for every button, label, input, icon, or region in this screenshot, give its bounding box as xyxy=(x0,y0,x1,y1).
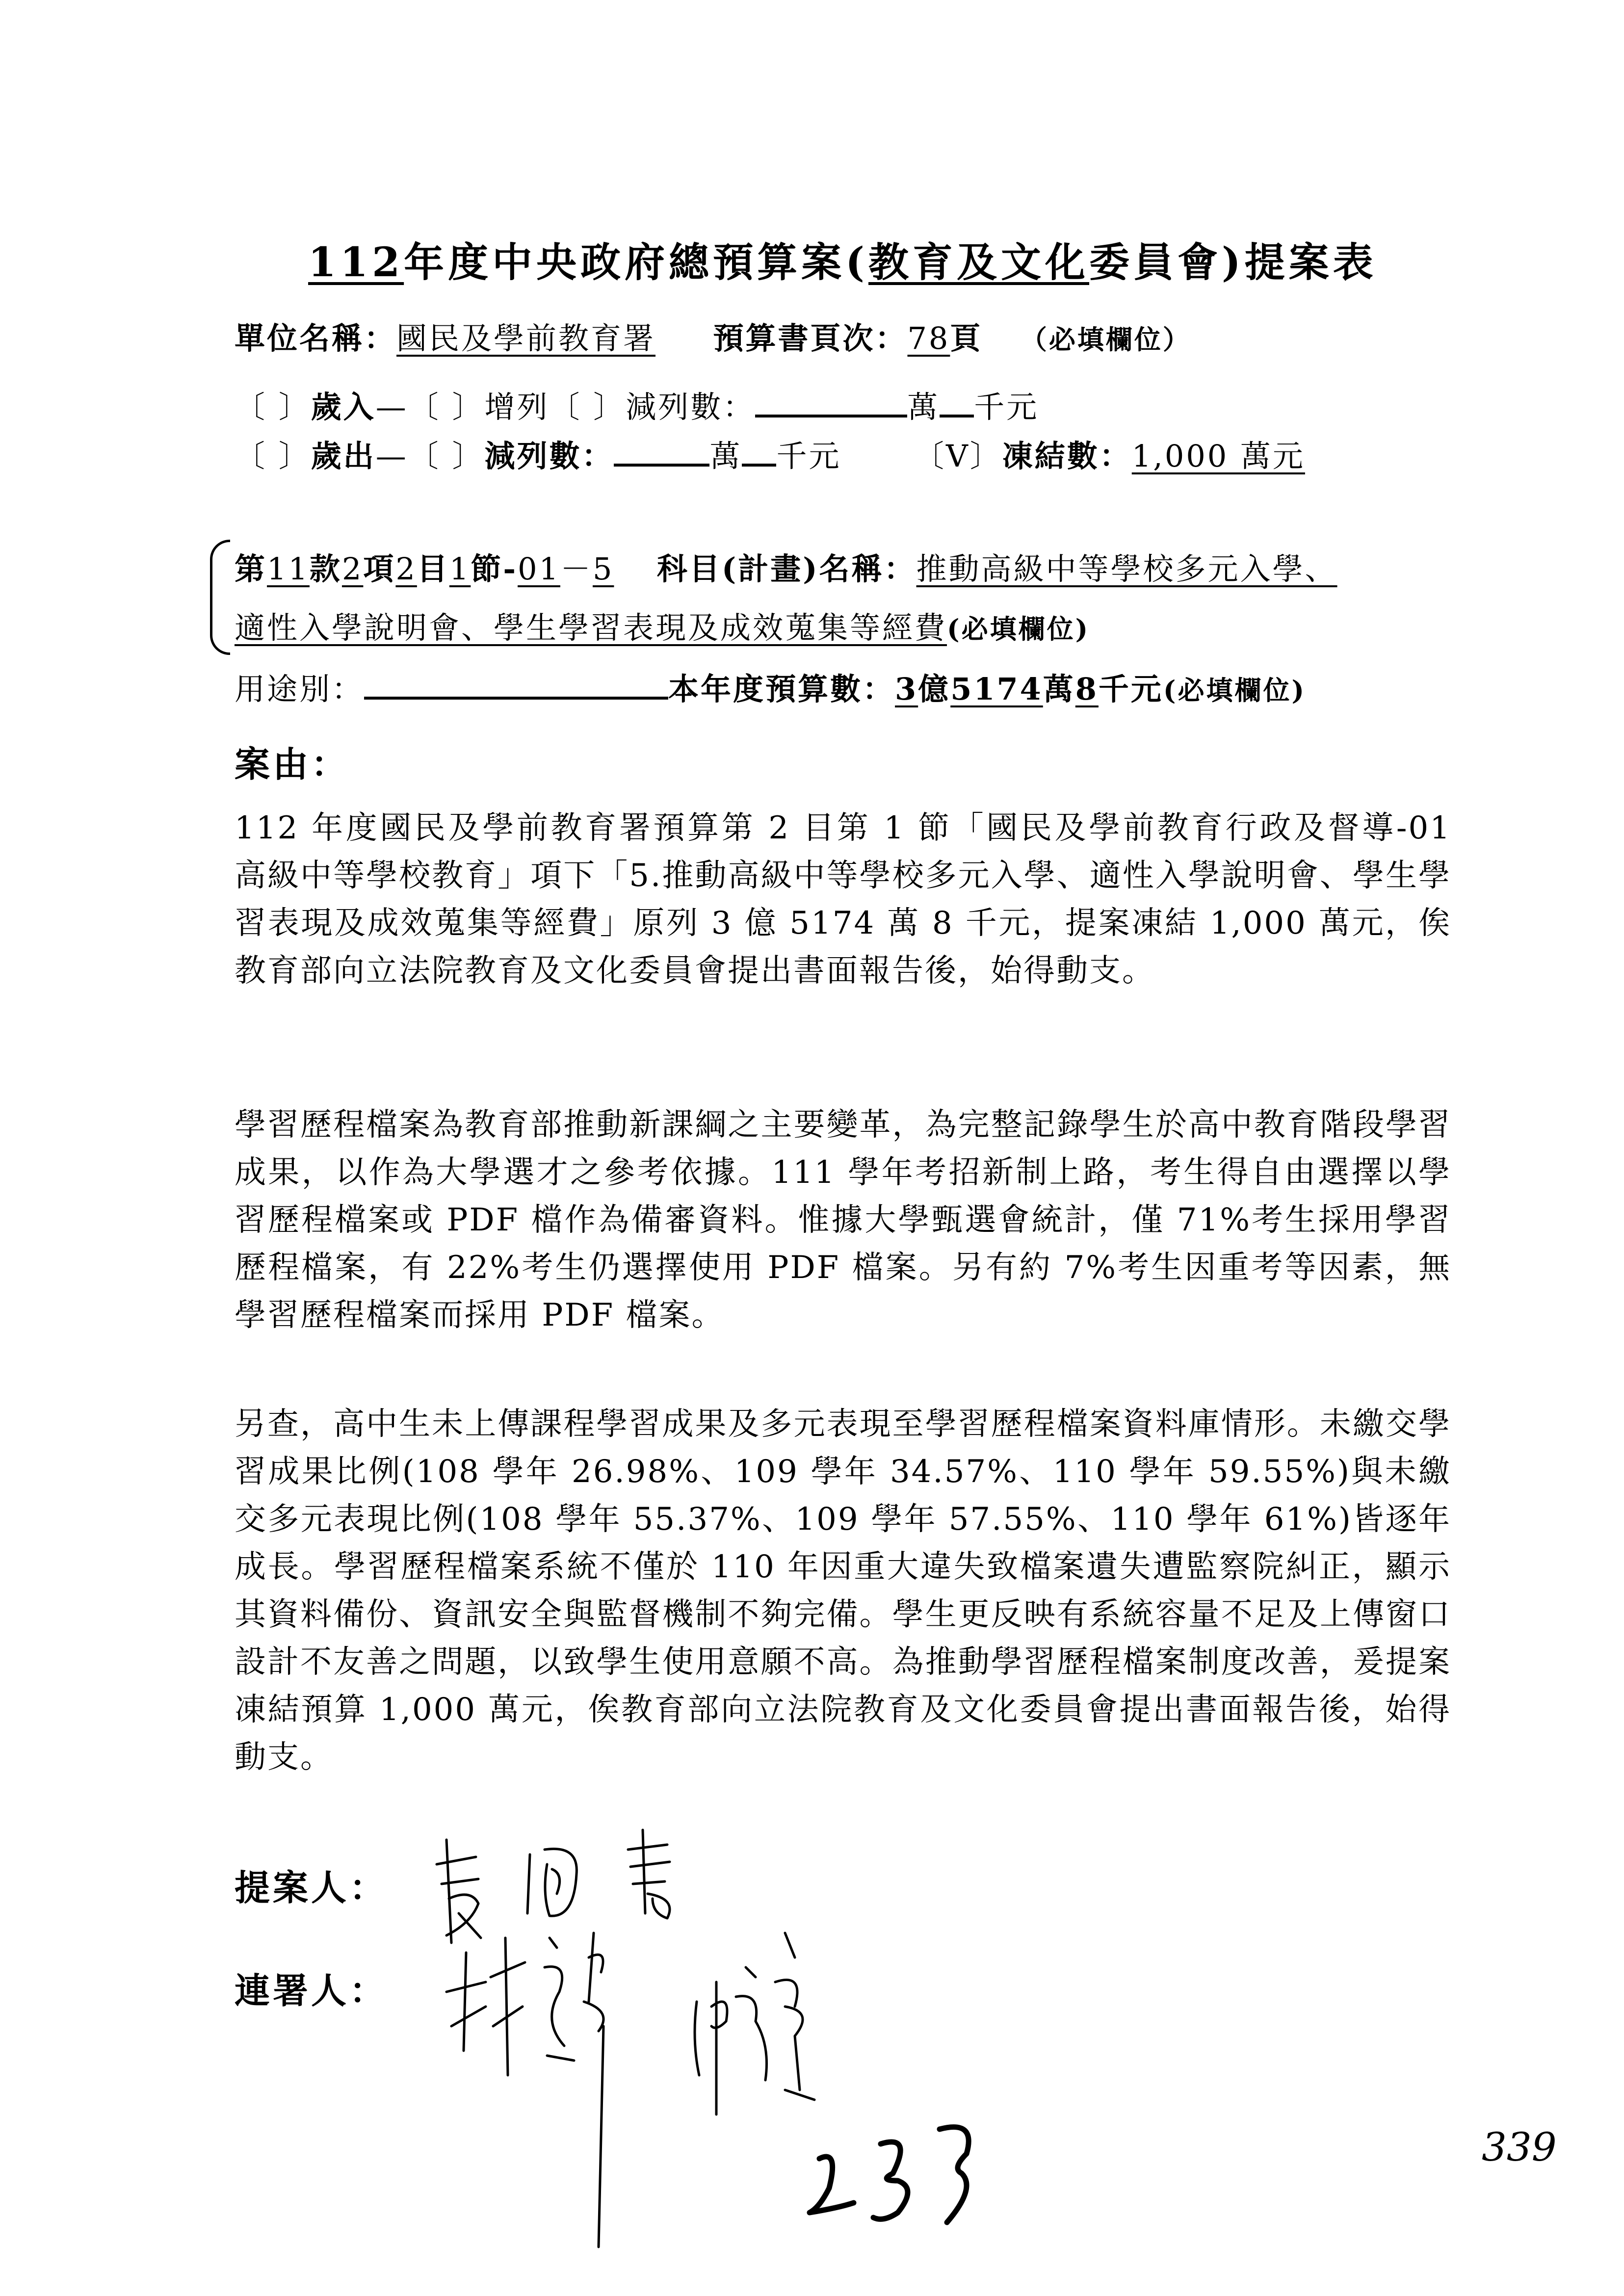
increase-checkbox[interactable]: 〔 〕 xyxy=(408,389,485,425)
revenue-wan-blank[interactable] xyxy=(755,388,907,417)
expenditure-line: 〔 〕歲出—〔 〕減列數： 萬 千元 〔V〕凍結數：1,000 萬元 xyxy=(235,438,1305,474)
code2-value: 5 xyxy=(592,551,614,587)
exp-qian-blank[interactable] xyxy=(742,437,776,467)
required-note: (必填欄位) xyxy=(1163,675,1307,706)
subject-name-line2: 適性入學說明會、學生學習表現及成效蒐集等經費 xyxy=(235,610,947,646)
budget-yi: 3 xyxy=(895,671,918,707)
proposer-label: 提案人： xyxy=(235,1867,388,1908)
page-value: 78 xyxy=(907,320,950,356)
form-title: 112年度中央政府總預算案(教育及文化委員會)提案表 xyxy=(308,239,1377,286)
freeze-label: 凍結數： xyxy=(1002,438,1132,474)
unit-line: 單位名稱：國民及學前教育署 預算書頁次：78頁 （必填欄位） xyxy=(235,320,1191,356)
usage-line: 用途別： 本年度預算數：3億5174萬8千元(必填欄位) xyxy=(235,671,1307,707)
budget-label: 本年度預算數： xyxy=(668,671,895,707)
exp-decrease-checkbox[interactable]: 〔 〕 xyxy=(408,438,485,474)
jie-value: 1 xyxy=(449,551,471,587)
subject-name-label: 科目(計畫)名稱： xyxy=(656,551,917,587)
freeze-checkbox[interactable]: 〔V〕 xyxy=(913,438,1002,474)
cosigner-row xyxy=(235,1962,388,2013)
cosigner-label: 連署人： xyxy=(235,1970,388,2011)
proposer-row xyxy=(235,1859,388,1910)
freeze-value: 1,000 萬元 xyxy=(1131,438,1305,474)
kuan-value: 11 xyxy=(267,551,310,587)
svg-text:233: 233 xyxy=(800,2087,815,2097)
reason-paragraph-1: 112 年度國民及學前教育署預算第 2 目第 1 節「國民及學前教育行政及督導-01 高級中等學校教育」項下「5.推動高級中等學校多元入學、適性入學說明會、學生學習表現及成效蒐集等經費」原列 3 億 5174 萬 8 千元，提案凍結 1,000 萬元，俟教育部向立法院教育及文化委員會提出書面報告後，始得動支。 xyxy=(235,810,1451,989)
revenue-line: 〔 〕歲入—〔 〕增列〔 〕減列數： 萬 千元 xyxy=(235,389,1039,425)
budget-qian: 8 xyxy=(1075,671,1099,707)
handwritten-number xyxy=(800,2087,1016,2227)
subject-bracket xyxy=(210,540,230,655)
mu-value: 2 xyxy=(395,551,417,587)
revenue-qian-blank[interactable] xyxy=(940,388,974,417)
usage-label: 用途別： xyxy=(235,671,365,707)
budget-wan: 5174 xyxy=(950,671,1043,707)
code1-value: 01 xyxy=(518,551,560,587)
unit-label: 單位名稱： xyxy=(235,320,397,356)
required-note: (必填欄位) xyxy=(947,613,1090,645)
subject-name-line1: 推動高級中等學校多元入學、 xyxy=(916,551,1337,587)
title-year: 112 xyxy=(308,239,404,286)
xiang-value: 2 xyxy=(341,551,364,587)
unit-value: 國民及學前教育署 xyxy=(396,320,656,356)
revenue-checkbox[interactable]: 〔 〕 xyxy=(235,389,311,425)
page-label: 預算書頁次： xyxy=(713,320,908,356)
expenditure-checkbox[interactable]: 〔 〕 xyxy=(235,438,311,474)
usage-blank[interactable] xyxy=(364,670,668,700)
reason-paragraph-2: 學習歷程檔案為教育部推動新課綱之主要變革，為完整記錄學生於高中教育階段學習成果，以作為大學選才之參考依據。111 學年考招新制上路，考生得自由選擇以學習歷程檔案或 PDF 檔作為備審資料。惟據大學甄選會統計，僅 71%考生採用學習歷程檔案，有 22%考生仍選擇使用 PDF 檔案。另有約 7%考生因重考等因素，無學習歷程檔案而採用 PDF 檔案。 xyxy=(235,1107,1451,1333)
subject-line-1: 第11款2項2目1節-01－5 科目(計畫)名稱：推動高級中等學校多元入學、 xyxy=(235,551,1337,587)
required-note: （必填欄位） xyxy=(1020,324,1191,355)
page-number: 339 xyxy=(1482,2124,1557,2170)
decrease-checkbox[interactable]: 〔 〕 xyxy=(549,389,626,425)
title-committee: 教育及文化 xyxy=(868,239,1089,286)
exp-wan-blank[interactable] xyxy=(614,437,709,467)
reason-paragraph-3: 另查，高中生未上傳課程學習成果及多元表現至學習歷程檔案資料庫情形。未繳交學習成果比例(108 學年 26.98%、109 學年 34.57%、110 學年 59.55%)與未繳交多元表現比例(108 學年 55.37%、109 學年 57.55%、110 學年 61%)皆逐年成長。學習歷程檔案系統不僅於 110 年因重大違失致檔案遺失遭監察院糾正，顯示其資料備份、資訊安全與監督機制不夠完備。學生更反映有系統容量不足及上傳窗口設計不友善之問題，以致學生使用意願不高。為推動學習歷程檔案制度改善，爰提案凍結預算 1,000 萬元，俟教育部向立法院教育及文化委員會提出書面報告後，始得動支。 xyxy=(235,1406,1451,1775)
reason-heading: 案由： xyxy=(235,743,350,785)
subject-line-2 xyxy=(235,603,1090,647)
